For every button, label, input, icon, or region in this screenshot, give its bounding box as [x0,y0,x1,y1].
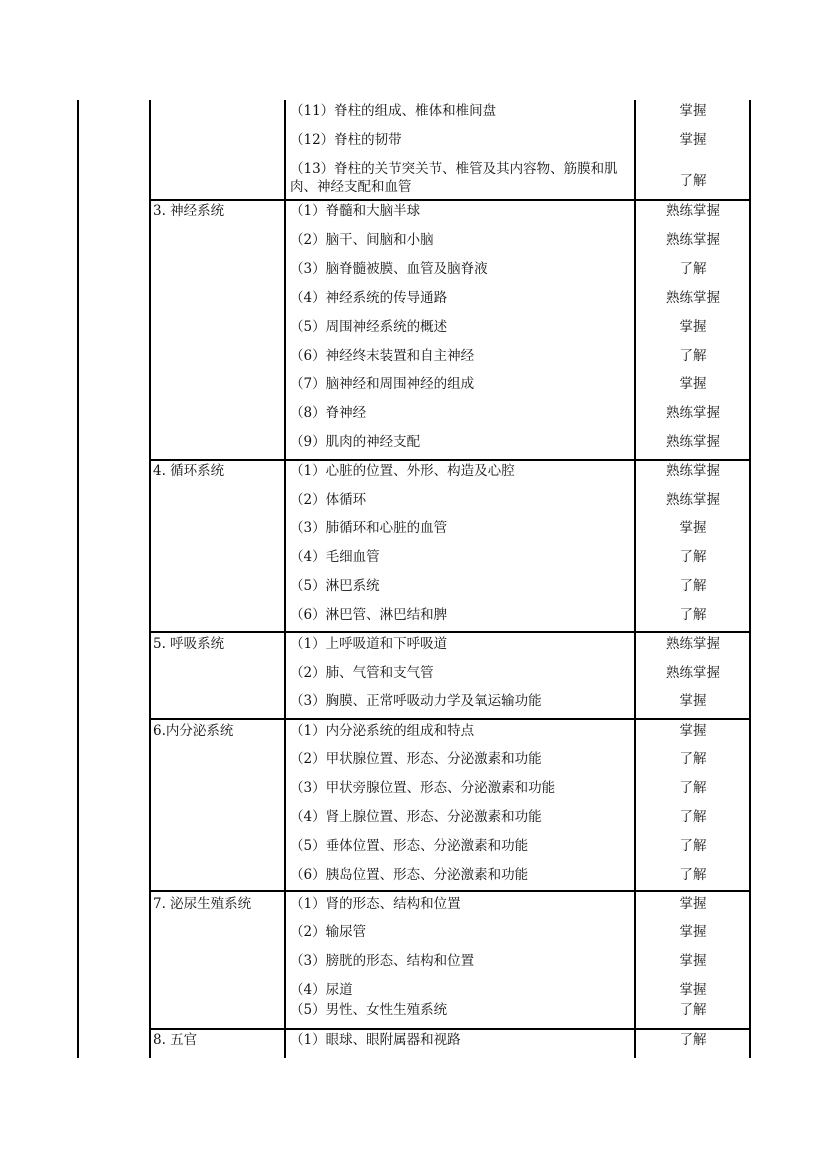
topic-cell: （1）上呼吸道和下呼吸道 [290,636,448,652]
level-cell: 熟练掌握 [666,636,720,652]
level-cell: 掌握 [679,896,707,912]
topic-cell: （5）垂体位置、形态、分泌激素和功能 [290,838,529,854]
level-cell: 了解 [679,578,707,594]
level-cell: 熟练掌握 [666,290,720,306]
level-cell: 熟练掌握 [666,665,720,681]
topic-cell: （6）神经终末装置和自主神经 [290,348,475,364]
table-left-border [77,100,79,1058]
level-cell: 掌握 [679,982,707,998]
level-cell: 了解 [679,751,707,767]
topic-cell: （1）脊髓和大脑半球 [290,203,421,219]
system-name-cell: 3. 神经系统 [153,203,225,219]
system-name-cell: 8. 五官 [153,1032,198,1048]
topic-cell: （3）胸膜、正常呼吸动力学及氧运输功能 [290,693,542,709]
section-separator [149,631,751,633]
level-cell: 了解 [679,867,707,883]
level-cell: 掌握 [679,924,707,940]
topic-cell: （5）男性、女性生殖系统 [290,1002,448,1018]
topic-cell: （7）脑神经和周围神经的组成 [290,376,475,392]
topic-cell: （3）甲状旁腺位置、形态、分泌激素和功能 [290,780,556,796]
topic-cell: （2）体循环 [290,492,367,508]
level-cell: 掌握 [679,520,707,536]
level-cell: 熟练掌握 [666,434,720,450]
topic-cell: （1）肾的形态、结构和位置 [290,896,461,912]
topic-cell: （12）脊柱的韧带 [290,132,402,148]
level-cell: 了解 [679,348,707,364]
level-cell: 了解 [679,1002,707,1018]
level-cell: 熟练掌握 [666,463,720,479]
topic-cell: （1）心脏的位置、外形、构造及心腔 [290,463,515,479]
level-cell: 熟练掌握 [666,232,720,248]
level-cell: 了解 [679,549,707,565]
section-separator [149,1028,751,1030]
level-cell: 掌握 [679,723,707,739]
level-cell: 掌握 [679,376,707,392]
level-cell: 掌握 [679,693,707,709]
level-cell: 熟练掌握 [666,405,720,421]
level-cell: 了解 [679,780,707,796]
topic-cell: （1）内分泌系统的组成和特点 [290,723,475,739]
topic-cell: （4）神经系统的传导通路 [290,290,448,306]
section-separator [149,459,751,461]
level-cell: 了解 [679,838,707,854]
section-separator [149,890,751,892]
level-cell: 了解 [679,809,707,825]
topic-cell: （3）脑脊髓被膜、血管及脑脊液 [290,261,488,277]
topic-cell: （3）膀胱的形态、结构和位置 [290,953,475,969]
topic-cell: （5）周围神经系统的概述 [290,319,448,335]
level-cell: 了解 [679,607,707,623]
level-cell: 了解 [679,173,707,189]
topic-cell: （2）输尿管 [290,924,367,940]
column-divider-system [149,100,151,1058]
topic-cell: （1）眼球、眼附属器和视路 [290,1032,461,1048]
topic-cell: （4）毛细血管 [290,549,380,565]
level-cell: 熟练掌握 [666,203,720,219]
topic-cell: （13）脊柱的关节突关节、椎管及其内容物、筋膜和肌肉、神经支配和血管 [290,161,618,195]
topic-cell: （4）尿道 [290,982,353,998]
topic-cell: （8）脊神经 [290,405,367,421]
level-cell: 了解 [679,261,707,277]
column-divider-topic [284,100,286,1058]
system-name-cell: 4. 循环系统 [153,463,225,479]
topic-cell: （3）肺循环和心脏的血管 [290,520,448,536]
topic-cell: （11）脊柱的组成、椎体和椎间盘 [290,103,497,119]
level-cell: 了解 [679,1032,707,1048]
level-cell: 掌握 [679,319,707,335]
level-cell: 熟练掌握 [666,492,720,508]
system-name-cell: 6.内分泌系统 [153,723,234,739]
section-separator [149,718,751,720]
topic-cell: （5）淋巴系统 [290,578,380,594]
topic-cell: （9）肌肉的神经支配 [290,434,421,450]
level-cell: 掌握 [679,953,707,969]
level-cell: 掌握 [679,132,707,148]
system-name-cell: 7. 泌尿生殖系统 [153,896,252,912]
topic-cell: （2）肺、气管和支气管 [290,665,434,681]
topic-cell: （2）甲状腺位置、形态、分泌激素和功能 [290,751,542,767]
topic-cell: （4）肾上腺位置、形态、分泌激素和功能 [290,809,542,825]
topic-cell: （2）脑干、间脑和小脑 [290,232,434,248]
section-separator [149,199,751,201]
level-cell: 掌握 [679,103,707,119]
system-name-cell: 5. 呼吸系统 [153,636,225,652]
topic-cell: （6）胰岛位置、形态、分泌激素和功能 [290,867,529,883]
topic-cell: （6）淋巴管、淋巴结和脾 [290,607,448,623]
